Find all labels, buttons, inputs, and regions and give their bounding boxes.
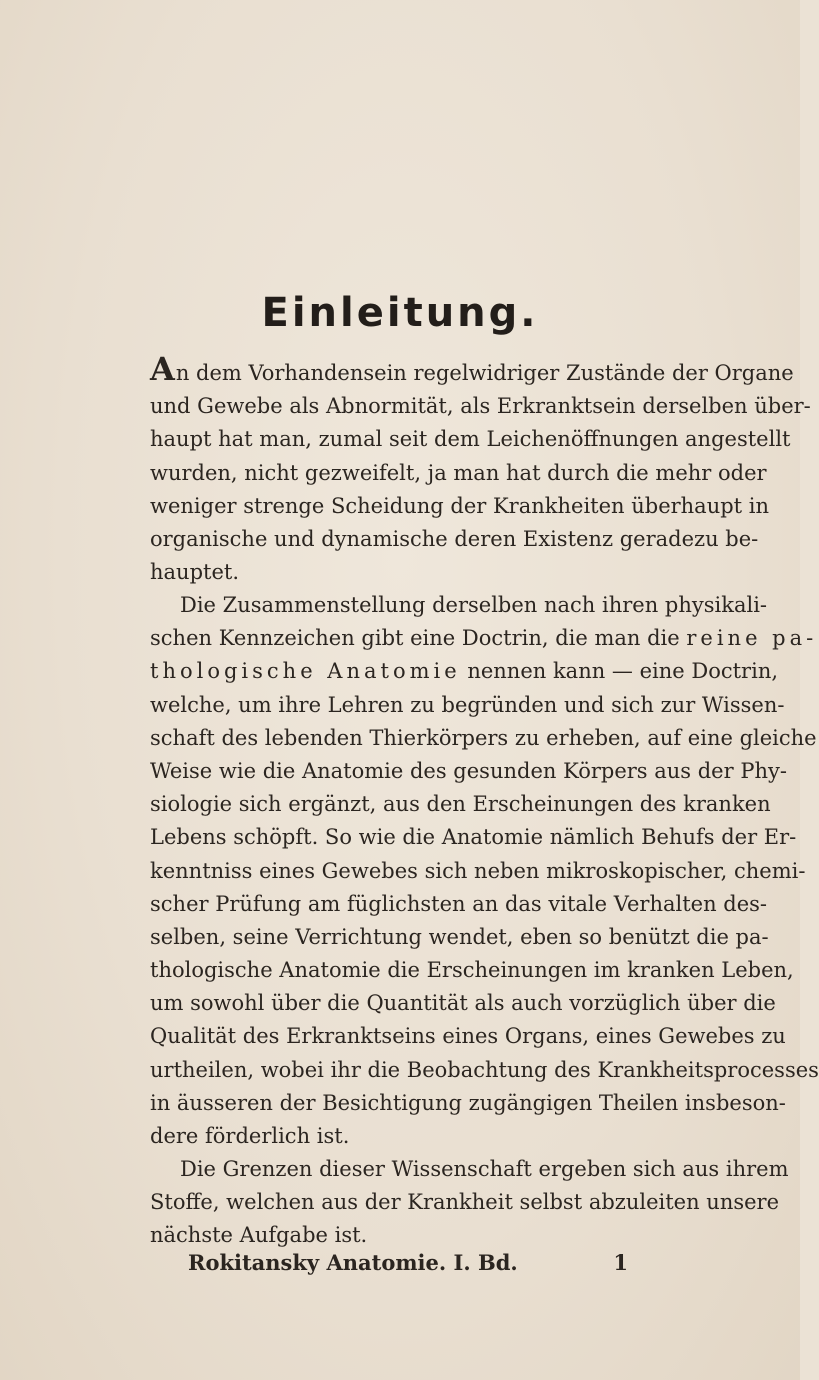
- text-line: selben, seine Verrichtung wendet, eben so benützt die pa-: [150, 924, 769, 949]
- page-heading: Einleitung.: [261, 290, 539, 336]
- drop-cap: A: [150, 350, 176, 388]
- text-line: siologie sich ergänzt, aus den Erscheinungen des kranken: [150, 792, 771, 817]
- text-line: Qualität des Erkranktseins eines Organs, eines Gewebes zu: [150, 1024, 786, 1049]
- text-segment: nennen kann — eine Doctrin,: [460, 659, 779, 684]
- text-line: wurden, nicht gezweifelt, ja man hat durch die mehr oder: [150, 460, 767, 485]
- text-line: Die Grenzen dieser Wissenschaft ergeben sich aus ihrem: [180, 1157, 789, 1181]
- text-line: [150, 350, 794, 390]
- text-line: Stoffe, welchen aus der Krankheit selbst abzuleiten unsere: [150, 1190, 780, 1215]
- text-line: dere förderlich ist.: [150, 1124, 350, 1148]
- text-line: hauptet.: [150, 560, 239, 585]
- paragraph-2: [150, 589, 819, 1153]
- emphasis-text: thologische Anatomie: [150, 659, 461, 684]
- page-number: 1: [613, 1250, 628, 1275]
- text-line: welche, um ihre Lehren zu begründen und sich zur Wissen-: [150, 692, 785, 717]
- text-line: Weise wie die Anatomie des gesunden Körpers aus der Phy-: [150, 758, 787, 783]
- signature-mark: Rokitansky Anatomie. I. Bd.: [188, 1250, 518, 1275]
- text-line: kenntniss eines Gewebes sich neben mikroskopischer, chemi-: [150, 858, 806, 883]
- text-line: haupt hat man, zumal seit dem Leichenöffnungen angestellt: [150, 427, 791, 452]
- text-line: organische und dynamische deren Existenz geradezu be-: [150, 526, 759, 551]
- text-line: Die Zusammenstellung derselben nach ihren physikali-: [180, 593, 768, 617]
- paragraph-1: [150, 350, 811, 589]
- text-line: [150, 655, 779, 688]
- text-line: Lebens schöpft. So wie die Anatomie nämlich Behufs der Er-: [150, 825, 797, 850]
- text-line-rest: n dem Vorhandensein regelwidriger Zustände der Organe: [175, 361, 794, 385]
- text-line: weniger strenge Scheidung der Krankheiten überhaupt in: [150, 493, 770, 518]
- text-segment: schen Kennzeichen gibt eine Doctrin, die man die: [150, 626, 687, 651]
- text-line: schaft des lebenden Thierkörpers zu erheben, auf eine gleiche: [150, 725, 817, 750]
- text-line: [150, 622, 818, 655]
- text-line: thologische Anatomie die Erscheinungen im kranken Leben,: [150, 958, 794, 983]
- text-line: scher Prüfung am füglichsten an das vitale Verhalten des-: [150, 891, 768, 916]
- emphasis-text: reine pa-: [686, 626, 818, 651]
- text-line: um sowohl über die Quantität als auch vorzüglich über die: [150, 991, 776, 1016]
- text-line: und Gewebe als Abnormität, als Erkranktsein derselben über-: [150, 394, 811, 419]
- page-footer: [188, 1250, 628, 1275]
- text-line: in äusseren der Besichtigung zugängigen Theilen insbeson-: [150, 1090, 786, 1115]
- text-line: nächste Aufgabe ist.: [150, 1223, 368, 1248]
- text-line: urtheilen, wobei ihr die Beobachtung des Krankheitsprocesses: [150, 1057, 819, 1082]
- paragraph-3: [150, 1153, 789, 1253]
